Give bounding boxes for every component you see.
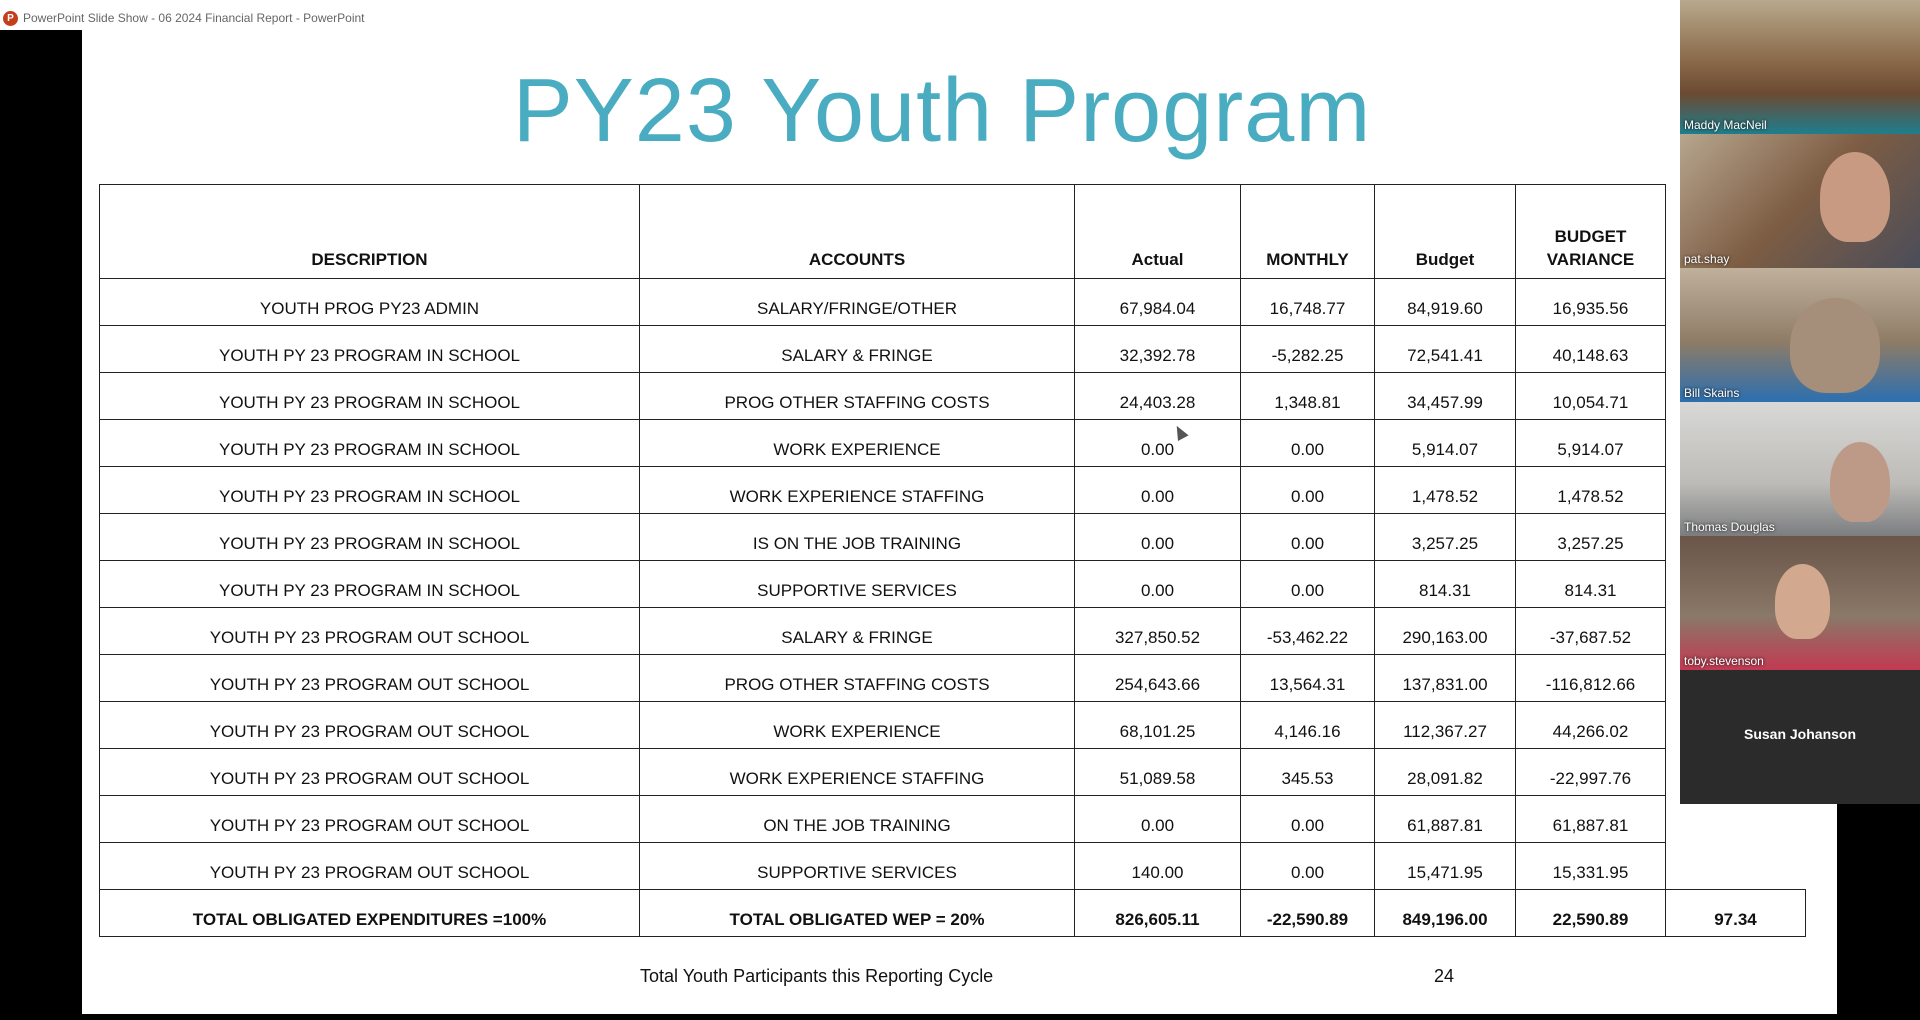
cell-actual: 140.00 [1075,843,1241,890]
table-row [100,279,1806,326]
cell-budget: 28,091.82 [1375,749,1516,796]
cell-variance: 61,887.81 [1516,796,1666,843]
cell-account: PROG OTHER STAFFING COSTS [640,373,1075,420]
table-row [100,326,1806,373]
cell-account: SUPPORTIVE SERVICES [640,843,1075,890]
cell-monthly: 13,564.31 [1241,655,1375,702]
cell-variance: 44,266.02 [1516,702,1666,749]
cell-description: YOUTH PY 23 PROGRAM IN SCHOOL [100,373,640,420]
cell-description: TOTAL OBLIGATED EXPENDITURES =100% [100,890,640,937]
cell-description: YOUTH PY 23 PROGRAM IN SCHOOL [100,561,640,608]
cell-account: TOTAL OBLIGATED WEP = 20% [640,890,1075,937]
cell-budget: 849,196.00 [1375,890,1516,937]
header-budget: Budget [1375,185,1516,279]
cell-monthly: -53,462.22 [1241,608,1375,655]
table-row [100,373,1806,420]
cell-actual: 0.00 [1075,561,1241,608]
person-icon [1820,152,1890,242]
cell-percent: 97.34 [1666,890,1806,937]
table-row [100,467,1806,514]
cell-description: YOUTH PY 23 PROGRAM IN SCHOOL [100,420,640,467]
cell-description: YOUTH PY 23 PROGRAM OUT SCHOOL [100,655,640,702]
participants-label: Total Youth Participants this Reporting Cycle [640,966,994,986]
cell-budget: 137,831.00 [1375,655,1516,702]
cell-variance: 40,148.63 [1516,326,1666,373]
cell-actual: 68,101.25 [1075,702,1241,749]
cell-description: YOUTH PY 23 PROGRAM OUT SCHOOL [100,749,640,796]
cell-monthly: 1,348.81 [1241,373,1375,420]
cell-account: ON THE JOB TRAINING [640,796,1075,843]
participant-name: Maddy MacNeil [1684,118,1767,132]
cell-account: IS ON THE JOB TRAINING [640,514,1075,561]
cell-actual: 67,984.04 [1075,279,1241,326]
cell-budget: 61,887.81 [1375,796,1516,843]
video-tile[interactable] [1680,670,1920,804]
cell-monthly: 0.00 [1241,420,1375,467]
window-title-bar [0,0,1920,30]
cell-variance: 16,935.56 [1516,279,1666,326]
video-tile[interactable] [1680,536,1920,670]
cell-monthly: 0.00 [1241,843,1375,890]
header-actual: Actual [1075,185,1241,279]
cell-account: SALARY/FRINGE/OTHER [640,279,1075,326]
participant-name: Bill Skains [1684,386,1740,400]
cell-description: YOUTH PY 23 PROGRAM IN SCHOOL [100,326,640,373]
slide-title: PY23 Youth Program [512,61,1372,161]
participant-name: toby.stevenson [1684,654,1764,668]
cell-description: YOUTH PY 23 PROGRAM OUT SCHOOL [100,608,640,655]
cell-variance: 15,331.95 [1516,843,1666,890]
cell-monthly: -5,282.25 [1241,326,1375,373]
cell-description: YOUTH PY 23 PROGRAM IN SCHOOL [100,514,640,561]
powerpoint-icon: P [3,11,18,26]
table-row [100,843,1806,890]
video-tile[interactable] [1680,0,1920,134]
table-row [100,420,1806,467]
cell-percent [1666,843,1806,890]
table-row [100,608,1806,655]
cell-account: WORK EXPERIENCE STAFFING [640,749,1075,796]
header-description: DESCRIPTION [100,185,640,279]
cell-variance: 5,914.07 [1516,420,1666,467]
table-row [100,796,1806,843]
cell-variance: 22,590.89 [1516,890,1666,937]
cell-budget: 15,471.95 [1375,843,1516,890]
cell-budget: 84,919.60 [1375,279,1516,326]
cell-account: PROG OTHER STAFFING COSTS [640,655,1075,702]
financial-table [99,184,1806,937]
video-participants-panel [1680,0,1920,804]
cell-monthly: 16,748.77 [1241,279,1375,326]
cell-variance: 3,257.25 [1516,514,1666,561]
cell-monthly: 345.53 [1241,749,1375,796]
cell-monthly: 0.00 [1241,796,1375,843]
video-tile[interactable] [1680,268,1920,402]
table-row [100,561,1806,608]
cell-actual: 24,403.28 [1075,373,1241,420]
table-row [100,702,1806,749]
participant-name: Thomas Douglas [1684,520,1775,534]
cell-account: WORK EXPERIENCE [640,702,1075,749]
video-tile[interactable] [1680,134,1920,268]
person-icon [1775,564,1830,639]
cell-description: YOUTH PY 23 PROGRAM OUT SCHOOL [100,843,640,890]
cell-monthly: 4,146.16 [1241,702,1375,749]
cell-description: YOUTH PROG PY23 ADMIN [100,279,640,326]
cell-actual: 327,850.52 [1075,608,1241,655]
table-row [100,514,1806,561]
cell-variance: -22,997.76 [1516,749,1666,796]
participant-name: pat.shay [1684,252,1730,266]
cell-budget: 112,367.27 [1375,702,1516,749]
table-row [100,749,1806,796]
cell-description: YOUTH PY 23 PROGRAM OUT SCHOOL [100,702,640,749]
cell-monthly: -22,590.89 [1241,890,1375,937]
header-budget-variance: BUDGET VARIANCE [1516,185,1666,279]
participants-count: 24 [1434,966,1455,986]
cell-budget: 72,541.41 [1375,326,1516,373]
cell-actual: 0.00 [1075,420,1241,467]
total-row [100,890,1806,937]
person-icon [1830,442,1890,522]
cell-description: YOUTH PY 23 PROGRAM OUT SCHOOL [100,796,640,843]
header-accounts: ACCOUNTS [640,185,1075,279]
cell-account: WORK EXPERIENCE STAFFING [640,467,1075,514]
window-title: PowerPoint Slide Show - 06 2024 Financial Report - PowerPoint [23,11,365,25]
cell-variance: 10,054.71 [1516,373,1666,420]
table-row [100,655,1806,702]
cell-variance: 814.31 [1516,561,1666,608]
cell-account: SALARY & FRINGE [640,326,1075,373]
video-tile[interactable] [1680,402,1920,536]
cell-account: WORK EXPERIENCE [640,420,1075,467]
cell-variance: -37,687.52 [1516,608,1666,655]
participant-name: Susan Johanson [1743,726,1857,742]
table-body [100,279,1806,937]
cell-actual: 0.00 [1075,514,1241,561]
cell-variance: 1,478.52 [1516,467,1666,514]
cell-budget: 1,478.52 [1375,467,1516,514]
cell-actual: 51,089.58 [1075,749,1241,796]
cell-budget: 290,163.00 [1375,608,1516,655]
cell-actual: 32,392.78 [1075,326,1241,373]
cell-actual: 254,643.66 [1075,655,1241,702]
slide [82,30,1837,1014]
cell-actual: 0.00 [1075,796,1241,843]
cell-budget: 814.31 [1375,561,1516,608]
cell-actual: 0.00 [1075,467,1241,514]
header-monthly: MONTHLY [1241,185,1375,279]
cell-actual: 826,605.11 [1075,890,1241,937]
cell-account: SALARY & FRINGE [640,608,1075,655]
cell-monthly: 0.00 [1241,514,1375,561]
cell-monthly: 0.00 [1241,467,1375,514]
cell-description: YOUTH PY 23 PROGRAM IN SCHOOL [100,467,640,514]
cell-monthly: 0.00 [1241,561,1375,608]
cell-budget: 3,257.25 [1375,514,1516,561]
cell-account: SUPPORTIVE SERVICES [640,561,1075,608]
cell-variance: -116,812.66 [1516,655,1666,702]
person-icon [1790,298,1880,393]
cell-budget: 5,914.07 [1375,420,1516,467]
table-header-row [100,185,1806,279]
cell-budget: 34,457.99 [1375,373,1516,420]
